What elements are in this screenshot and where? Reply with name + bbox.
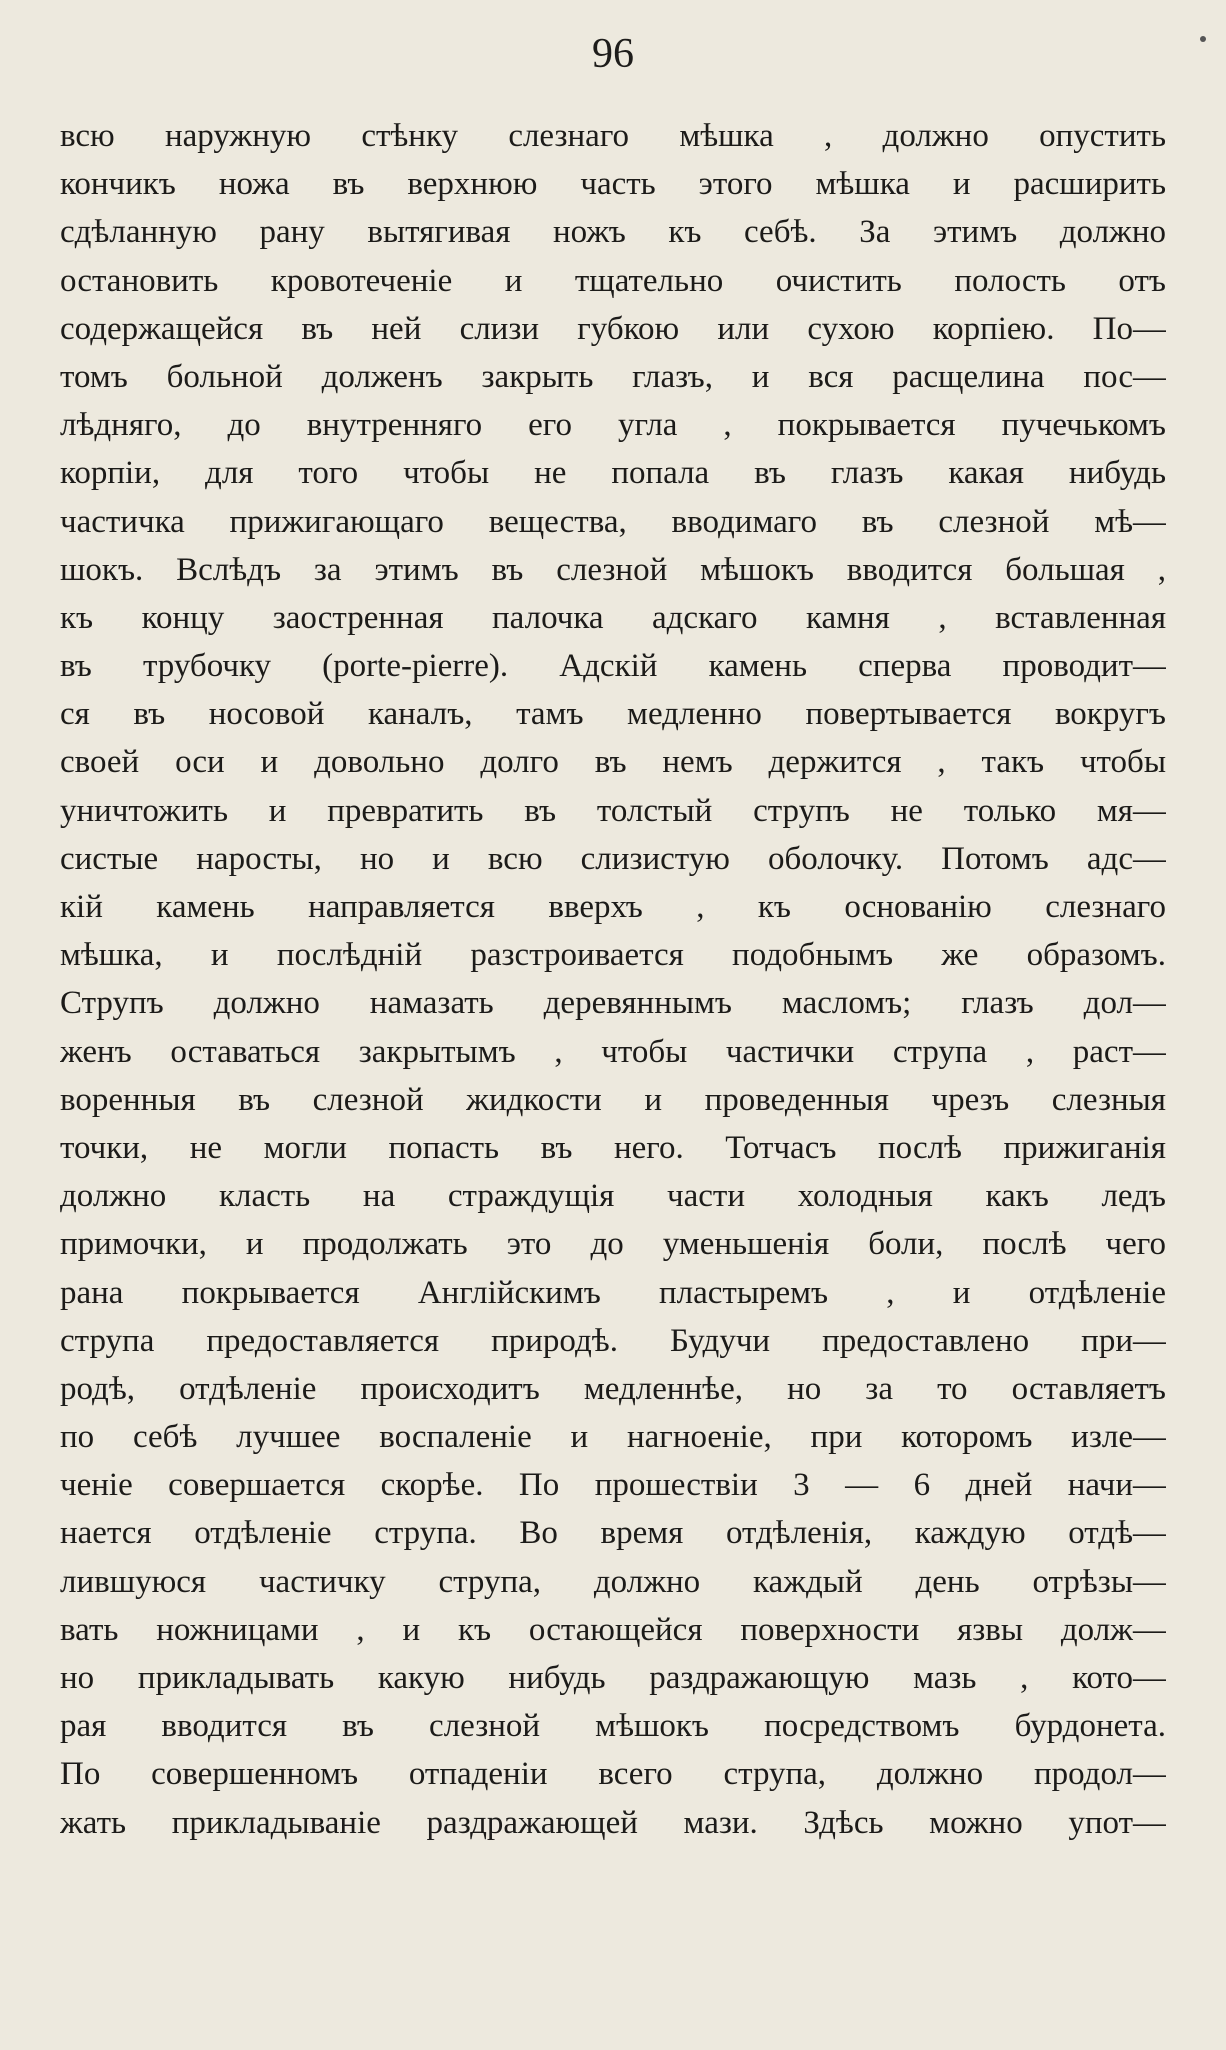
- text-line: ся въ носовой каналъ, тамъ медленно повертывается вокругъ: [60, 696, 1166, 733]
- text-line: сдѣланную рану вытягивая ножъ къ себѣ. За этимъ должно: [60, 214, 1166, 251]
- text-line: всю наружную стѣнку слезнаго мѣшка , должно опустить: [60, 118, 1166, 154]
- text-line: томъ больной долженъ закрыть глазъ, и вся расщелина пос—: [60, 358, 1166, 395]
- page-number: 96: [592, 31, 634, 77]
- text-line: вать ножницами , и къ остающейся поверхности язвы долж—: [60, 1611, 1166, 1648]
- text-line: По совершенномъ отпаденіи всего струпа, должно продол—: [60, 1756, 1166, 1793]
- text-line: но прикладывать какую нибудь раздражающую мазь , кото—: [60, 1660, 1166, 1696]
- text-line: струпа предоставляется природѣ. Будучи предоставлено при—: [60, 1322, 1166, 1359]
- text-line: мѣшка, и послѣдній разстроивается подобнымъ же образомъ.: [60, 937, 1166, 974]
- text-line: къ концу заостренная палочка адскаго камня , вставленная: [60, 599, 1166, 636]
- text-line: въ трубочку (porte-pierre). Адскій камень сперва проводит—: [60, 648, 1166, 685]
- text-line: примочки, и продолжать это до уменьшенія боли, послѣ чего: [60, 1226, 1166, 1263]
- text-line: рая вводится въ слезной мѣшокъ посредствомъ бурдонета.: [60, 1708, 1166, 1745]
- text-line: систые наросты, но и всю слизистую оболочку. Потомъ адс—: [60, 840, 1166, 877]
- text-line: кій камень направляется вверхъ , къ основанію слезнаго: [60, 889, 1166, 925]
- text-line: частичка прижигающаго вещества, вводимаго въ слезной мѣ—: [60, 503, 1166, 540]
- ink-speck: [1200, 36, 1206, 42]
- text-line: ченіе совершается скорѣе. По прошествіи 3 — 6 дней начи—: [60, 1467, 1166, 1504]
- text-line: воренныя въ слезной жидкости и проведенныя чрезъ слезныя: [60, 1081, 1166, 1118]
- text-line: по себѣ лучшее воспаленіе и нагноеніе, при которомъ изле—: [60, 1419, 1166, 1456]
- text-line: корпіи, для того чтобы не попала въ глазъ какая нибудь: [60, 455, 1166, 492]
- text-line: точки, не могли попасть въ него. Тотчасъ послѣ прижиганія: [60, 1129, 1166, 1166]
- text-line: Струпъ должно намазать деревяннымъ масломъ; глазъ дол—: [60, 985, 1166, 1022]
- text-line: должно класть на страждущія части холодныя какъ ледъ: [60, 1178, 1166, 1215]
- text-line: нается отдѣленіе струпа. Во время отдѣленія, каждую отдѣ—: [60, 1515, 1166, 1552]
- text-line: женъ оставаться закрытымъ , чтобы частички струпа , раст—: [60, 1033, 1166, 1070]
- text-line: жать прикладываніе раздражающей мази. Здѣсь можно упот—: [60, 1804, 1166, 1841]
- text-line: лѣдняго, до внутренняго его угла , покрывается пучечькомъ: [60, 407, 1166, 444]
- text-line: шокъ. Вслѣдъ за этимъ въ слезной мѣшокъ вводится большая ,: [60, 551, 1166, 588]
- text-line: содержащейся въ ней слизи губкою или сухою корпіею. По—: [60, 310, 1166, 347]
- text-line: остановить кровотеченіе и тщательно очистить полость отъ: [60, 262, 1166, 299]
- text-line: родѣ, отдѣленіе происходитъ медленнѣе, но за то оставляетъ: [60, 1370, 1166, 1407]
- text-line: своей оси и довольно долго въ немъ держится , такъ чтобы: [60, 744, 1166, 781]
- text-line: рана покрывается Англійскимъ пластыремъ , и отдѣленіе: [60, 1274, 1166, 1311]
- text-line: уничтожить и превратить въ толстый струпъ не только мя—: [60, 792, 1166, 829]
- body-text: [60, 112, 1166, 1847]
- text-line: лившуюся частичку струпа, должно каждый день отрѣзы—: [60, 1563, 1166, 1600]
- text-line: кончикъ ножа въ верхнюю часть этого мѣшка и расширить: [60, 166, 1166, 203]
